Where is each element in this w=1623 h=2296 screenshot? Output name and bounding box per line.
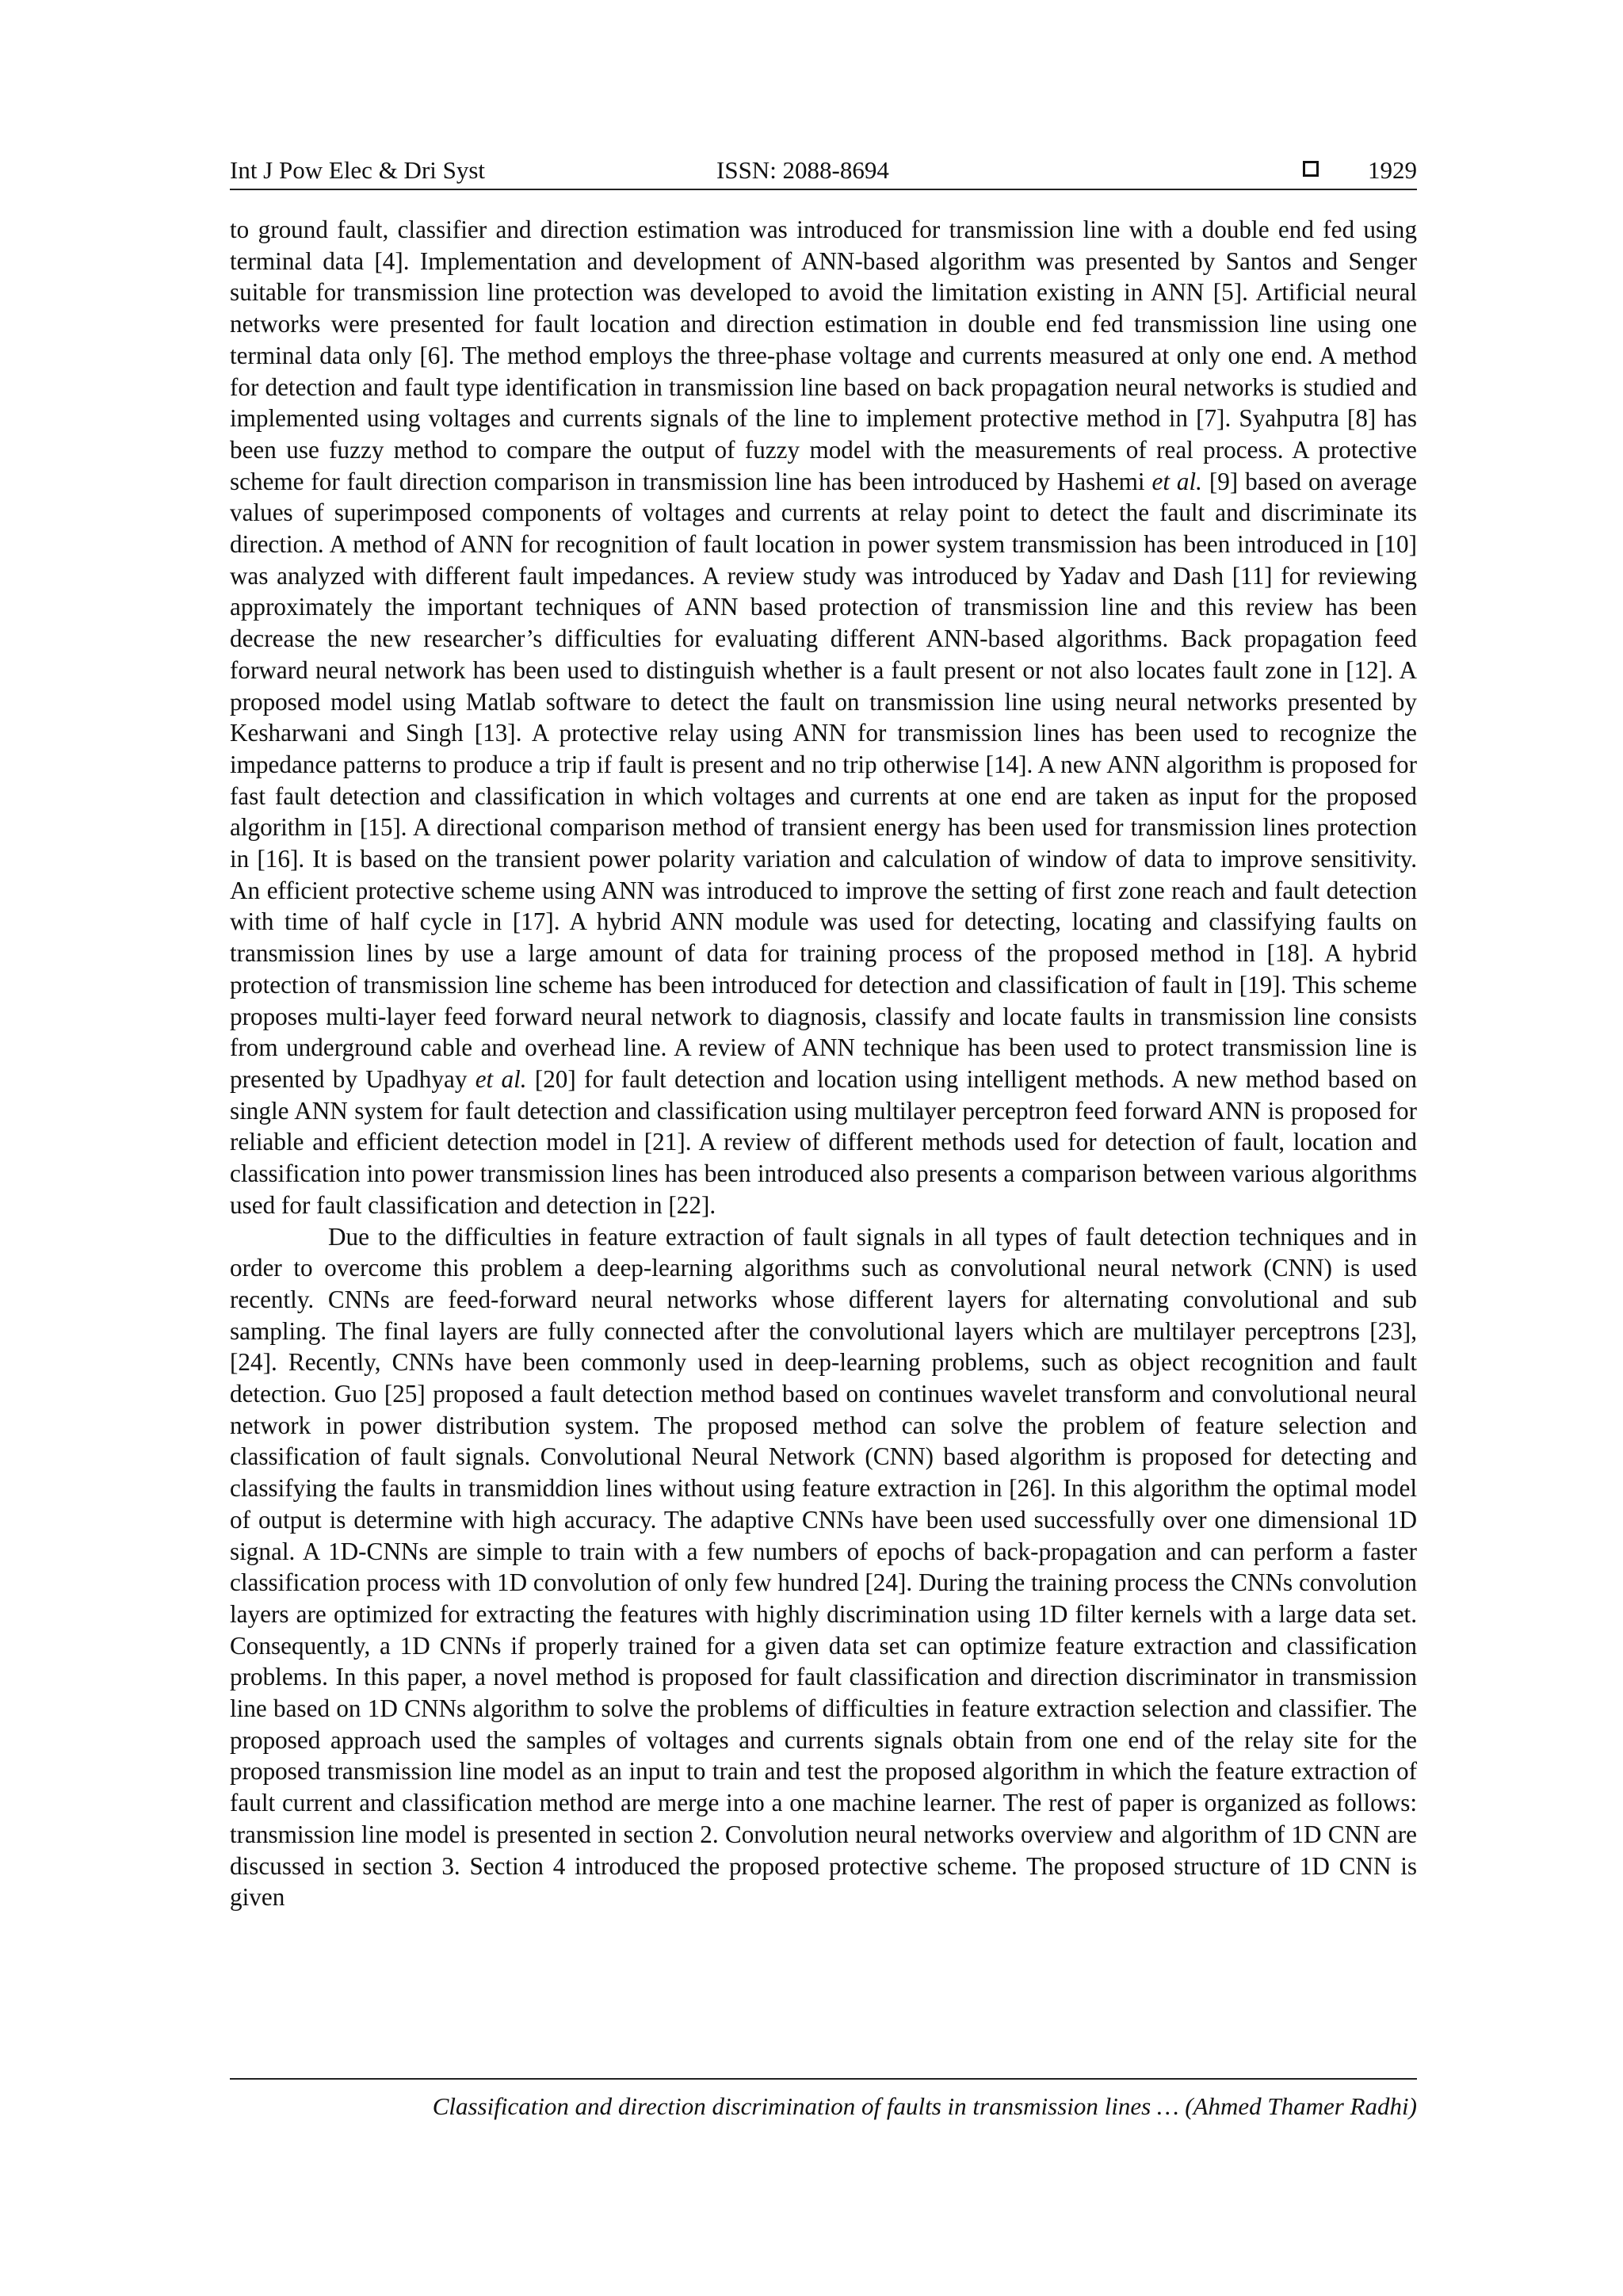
running-title: Classification and direction discrimination of faults in transmission lines … (Ahmed Thamer Radhi) xyxy=(432,2092,1417,2120)
paragraph-1-segment-5: [20] for fault detection and location using intelligent methods. A new method based on single ANN system for fault detection and classification using multilayer perceptron feed forward ANN is proposed for reliable and efficient detection model in [21]. A review of different methods used for detection of fault, location and classification into power transmission lines has been introduced also presents a comparison between various algorithms used for fault classification and detection in [22]. xyxy=(230,1064,1417,1219)
paragraph-1-segment-2: et al. xyxy=(1151,467,1202,495)
paragraph-1-segment-1: to ground fault, classifier and direction estimation was introduced for transmission line with a double end fed using terminal data [4]. Implementation and development of ANN-based algorithm was presented by Santos and Senger suitable for transmission line protection was developed to avoid the limitation existing in ANN [5]. Artificial neural networks were presented for fault location and direction estimation in double end fed transmission line using one terminal data only [6]. The method employs the three-phase voltage and currents measured at only one end. A method for detection and fault type identification in transmission line based on back propagation neural networks is studied and implemented using voltages and currents signals of the line to implement protective method in [7]. Syahputra [8] has been use fuzzy method to compare the output of fuzzy model with the measurements of real process. A protective scheme for fault direction comparison in transmission line has been introduced by Hashemi xyxy=(230,216,1417,495)
square-bullet-icon xyxy=(1303,161,1319,177)
page-header xyxy=(230,152,1417,190)
body-text xyxy=(230,214,1417,1913)
paragraph-2-segment-1: Due to the difficulties in feature extraction of fault signals in all types of fault detection techniques and in order to overcome this problem a deep-learning algorithms such as convolutional neural network (CNN) is used recently. CNNs are feed-forward neural networks whose different layers for alternating convolutional and sub sampling. The final layers are fully connected after the convolutional layers which are multilayer perceptrons [23], [24]. Recently, CNNs have been commonly used in deep-learning problems, such as object recognition and fault detection. Guo [25] proposed a fault detection method based on continues wavelet transform and convolutional neural network in power distribution system. The proposed method can solve the problem of feature selection and classification of fault signals. Convolutional Neural Network (CNN) based algorithm is proposed for detecting and classifying the faults in transmiddion lines without using feature extraction in [26]. In this algorithm the optimal model of output is determine with high accuracy. The adaptive CNNs have been used successfully over one dimensional 1D signal. A 1D-CNNs are simple to train with a few numbers of epochs of back-propagation and can perform a faster classification process with 1D convolution of only few hundred [24]. During the training process the CNNs convolution layers are optimized for extracting the features with highly discrimination using 1D filter kernels with a large data set. Consequently, a 1D CNNs if properly trained for a given data set can optimize feature extraction and classification problems. In this paper, a novel method is proposed for fault classification and direction discriminator in transmission line based on 1D CNNs algorithm to solve the problems of difficulties in feature extraction selection and classifier. The proposed approach used the samples of voltages and currents signals obtain from one end of the relay site for the proposed transmission line model as an input to train and test the proposed algorithm in which the feature extraction of fault current and classification method are merge into a one machine learner. The rest of paper is organized as follows: transmission line model is presented in section 2. Convolution neural networks overview and algorithm of 1D CNN are discussed in section 3. Section 4 introduced the proposed protective scheme. The proposed structure of 1D CNN is given xyxy=(230,1222,1417,1912)
issn-label: ISSN: 2088-8694 xyxy=(716,156,889,184)
paragraph-1 xyxy=(230,214,1417,1221)
paragraph-1-segment-4: et al. xyxy=(475,1064,527,1093)
paragraph-1-segment-3: [9] based on average values of superimposed components of voltages and currents at relay point to detect the fault and discriminate its direction. A method of ANN for recognition of fault location in power system transmission has been introduced in [10] was analyzed with different fault impedances. A review study was introduced by Yadav and Dash [11] for reviewing approximately the important techniques of ANN based protection of transmission line and this review has been decrease the new researcher’s difficulties for evaluating different ANN-based algorithms. Back propagation feed forward neural network has been used to distinguish whether is a fault present or not also locates fault zone in [12]. A proposed model using Matlab software to detect the fault on transmission line using neural networks presented by Kesharwani and Singh [13]. A protective relay using ANN for transmission lines has been used to recognize the impedance patterns to produce a trip if fault is present and no trip otherwise [14]. A new ANN algorithm is proposed for fast fault detection and classification in which voltages and currents at one end are taken as input for the proposed algorithm in [15]. A directional comparison method of transient energy has been used for transmission lines protection in [16]. It is based on the transient power polarity variation and calculation of window of data to improve sensitivity. An efficient protective scheme using ANN was introduced to improve the setting of first zone reach and fault detection with time of half cycle in [17]. A hybrid ANN module was used for detecting, locating and classifying faults on transmission lines by use a large amount of data for training process of the proposed method in [18]. A hybrid protection of transmission line scheme has been introduced for detection and classification of fault in [19]. This scheme proposes multi-layer feed forward neural network to diagnosis, classify and locate faults in transmission line consists from underground cable and overhead line. A review of ANN technique has been used to protect transmission line is presented by Upadhyay xyxy=(230,467,1417,1093)
page-number: 1929 xyxy=(1368,156,1417,184)
journal-name: Int J Pow Elec & Dri Syst xyxy=(230,156,486,184)
paragraph-2 xyxy=(230,1221,1417,1913)
page-footer xyxy=(230,2078,1417,2124)
